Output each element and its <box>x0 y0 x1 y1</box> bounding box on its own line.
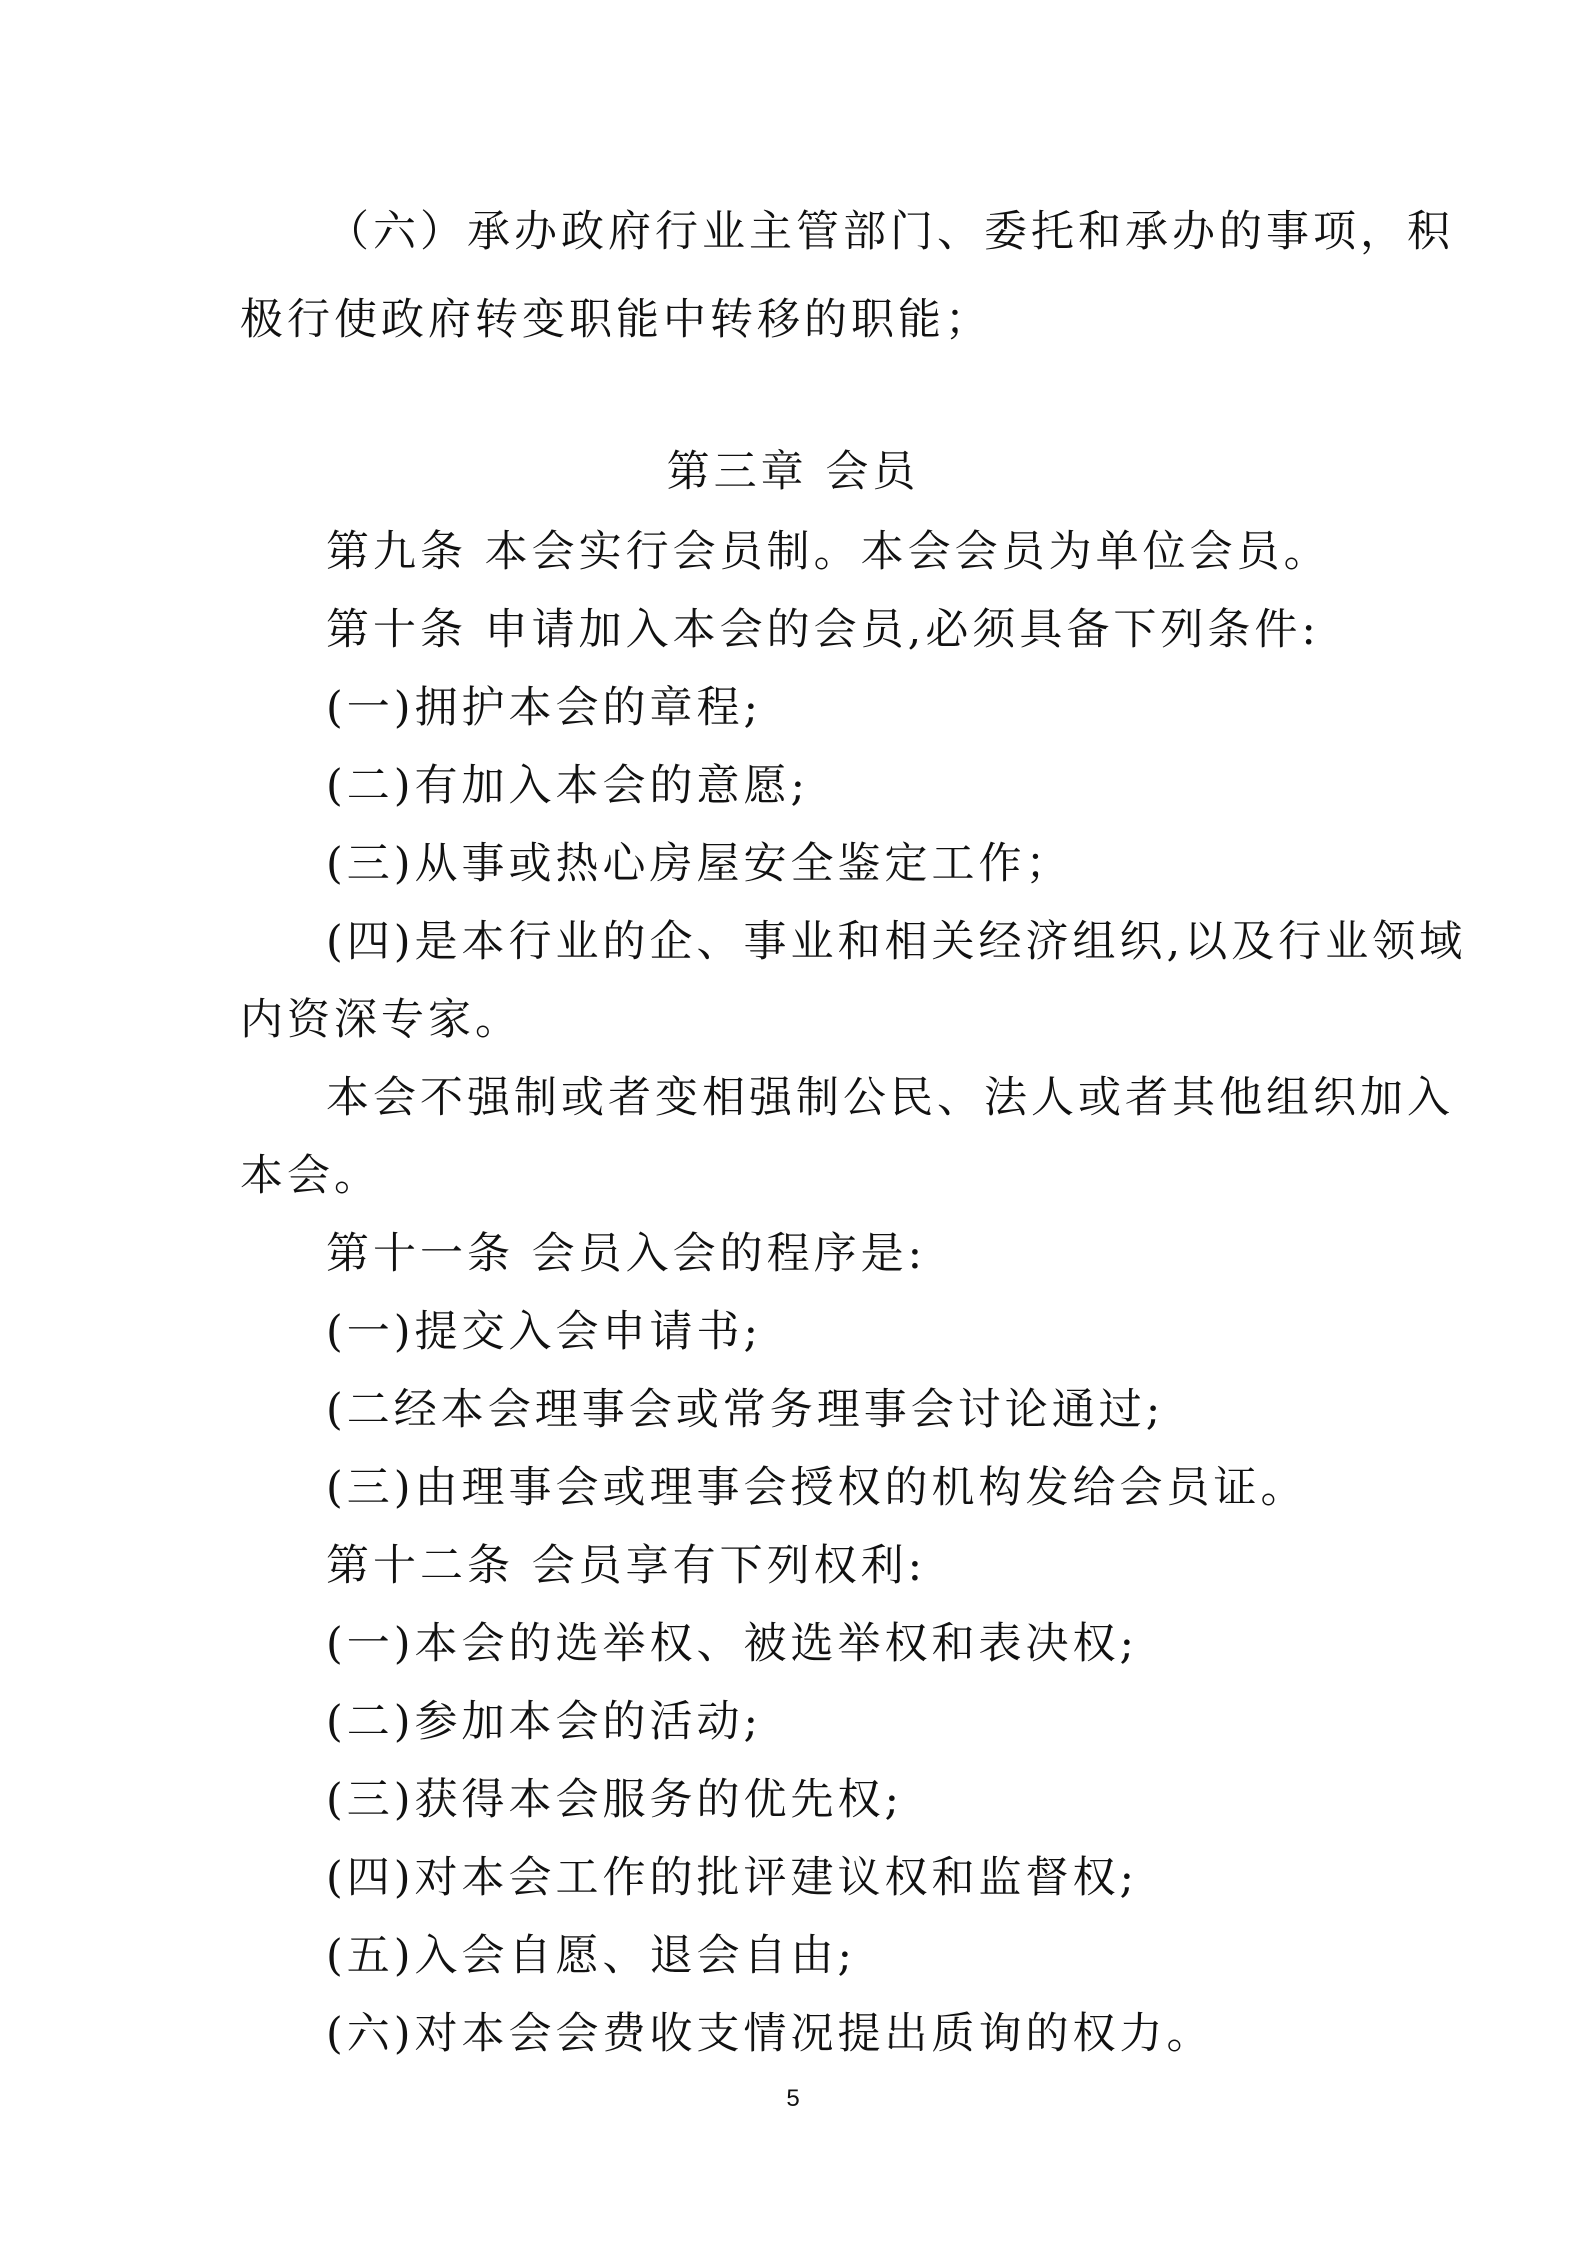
list-item: (四)是本行业的企、事业和相关经济组织,以及行业领域 <box>326 917 1467 967</box>
paragraph-line: （六）承办政府行业主管部门、委托和承办的事项，积 <box>326 207 1454 257</box>
article-9: 第九条 本会实行会员制。本会会员为单位会员。 <box>326 527 1331 577</box>
paragraph-line: 极行使政府转变职能中转移的职能； <box>240 295 992 345</box>
list-item: (一)本会的选举权、被选举权和表决权; <box>326 1619 1139 1669</box>
article-10-intro: 第十条 申请加入本会的会员,必须具备下列条件: <box>326 605 1320 655</box>
list-item: (二经本会理事会或常务理事会讨论通过; <box>326 1385 1165 1435</box>
list-item: (一)拥护本会的章程; <box>326 683 763 733</box>
paragraph-line: 本会不强制或者变相强制公民、法人或者其他组织加入 <box>326 1073 1454 1123</box>
article-12-intro: 第十二条 会员享有下列权利: <box>326 1541 927 1591</box>
list-item: (二)参加本会的活动; <box>326 1697 763 1747</box>
list-item: (四)对本会工作的批评建议权和监督权; <box>326 1853 1139 1903</box>
chapter-heading: 第三章 会员 <box>666 447 920 497</box>
paragraph-line: 本会。 <box>240 1151 381 1201</box>
list-item: (一)提交入会申请书; <box>326 1307 763 1357</box>
list-item: (三)从事或热心房屋安全鉴定工作； <box>326 839 1073 889</box>
article-11-intro: 第十一条 会员入会的程序是: <box>326 1229 927 1279</box>
list-item: (二)有加入本会的意愿; <box>326 761 810 811</box>
list-item: (五)入会自愿、退会自由; <box>326 1931 857 1981</box>
list-item: (三)由理事会或理事会授权的机构发给会员证。 <box>326 1463 1308 1513</box>
list-item: (六)对本会会费收支情况提出质询的权力。 <box>326 2009 1214 2059</box>
page-number: 5 <box>786 2085 800 2112</box>
list-item: (三)获得本会服务的优先权; <box>326 1775 904 1825</box>
list-item-continuation: 内资深专家。 <box>240 995 522 1045</box>
